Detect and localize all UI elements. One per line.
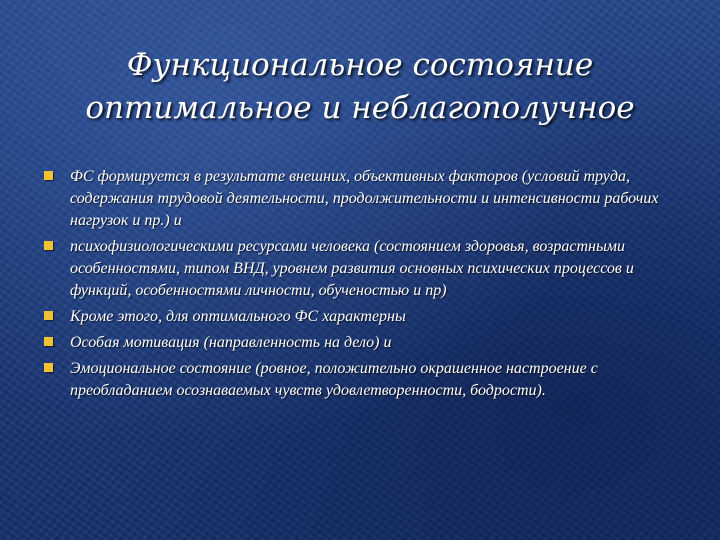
bullet-text: Кроме этого, для оптимального ФС характерны xyxy=(70,308,406,325)
bullet-item xyxy=(40,306,690,328)
square-bullet-icon xyxy=(44,171,53,180)
square-bullet-icon xyxy=(44,311,53,320)
slide-title-line-2: оптимальное и неблагополучное xyxy=(85,90,635,126)
slide-title xyxy=(40,44,680,130)
square-bullet-icon xyxy=(44,363,53,372)
bullet-item xyxy=(40,236,690,302)
bullet-item xyxy=(40,358,690,402)
bullet-text: Эмоциональное состояние (ровное, положительно окрашенное настроение с преобладанием осознаваемых чувств удовлетворенности, бодрости). xyxy=(70,360,598,399)
bullet-list xyxy=(40,166,690,406)
slide-title-line-1: Функциональное состояние xyxy=(126,47,594,83)
bullet-item xyxy=(40,332,690,354)
bullet-text: ФС формируется в результате внешних, объективных факторов (условий труда, содержания трудовой деятельности, продолжительности и интенсивности рабочих нагрузок и пр.) и xyxy=(70,168,659,229)
bullet-text: психофизиологическими ресурсами человека (состоянием здоровья, возрастными особенностями, типом ВНД, уровнем развития основных психических процессов и функций, особенностями личности, обученостью и пр) xyxy=(70,238,634,299)
bullet-item xyxy=(40,166,690,232)
bullet-text: Особая мотивация (направленность на дело) и xyxy=(70,334,392,351)
square-bullet-icon xyxy=(44,337,53,346)
square-bullet-icon xyxy=(44,241,53,250)
